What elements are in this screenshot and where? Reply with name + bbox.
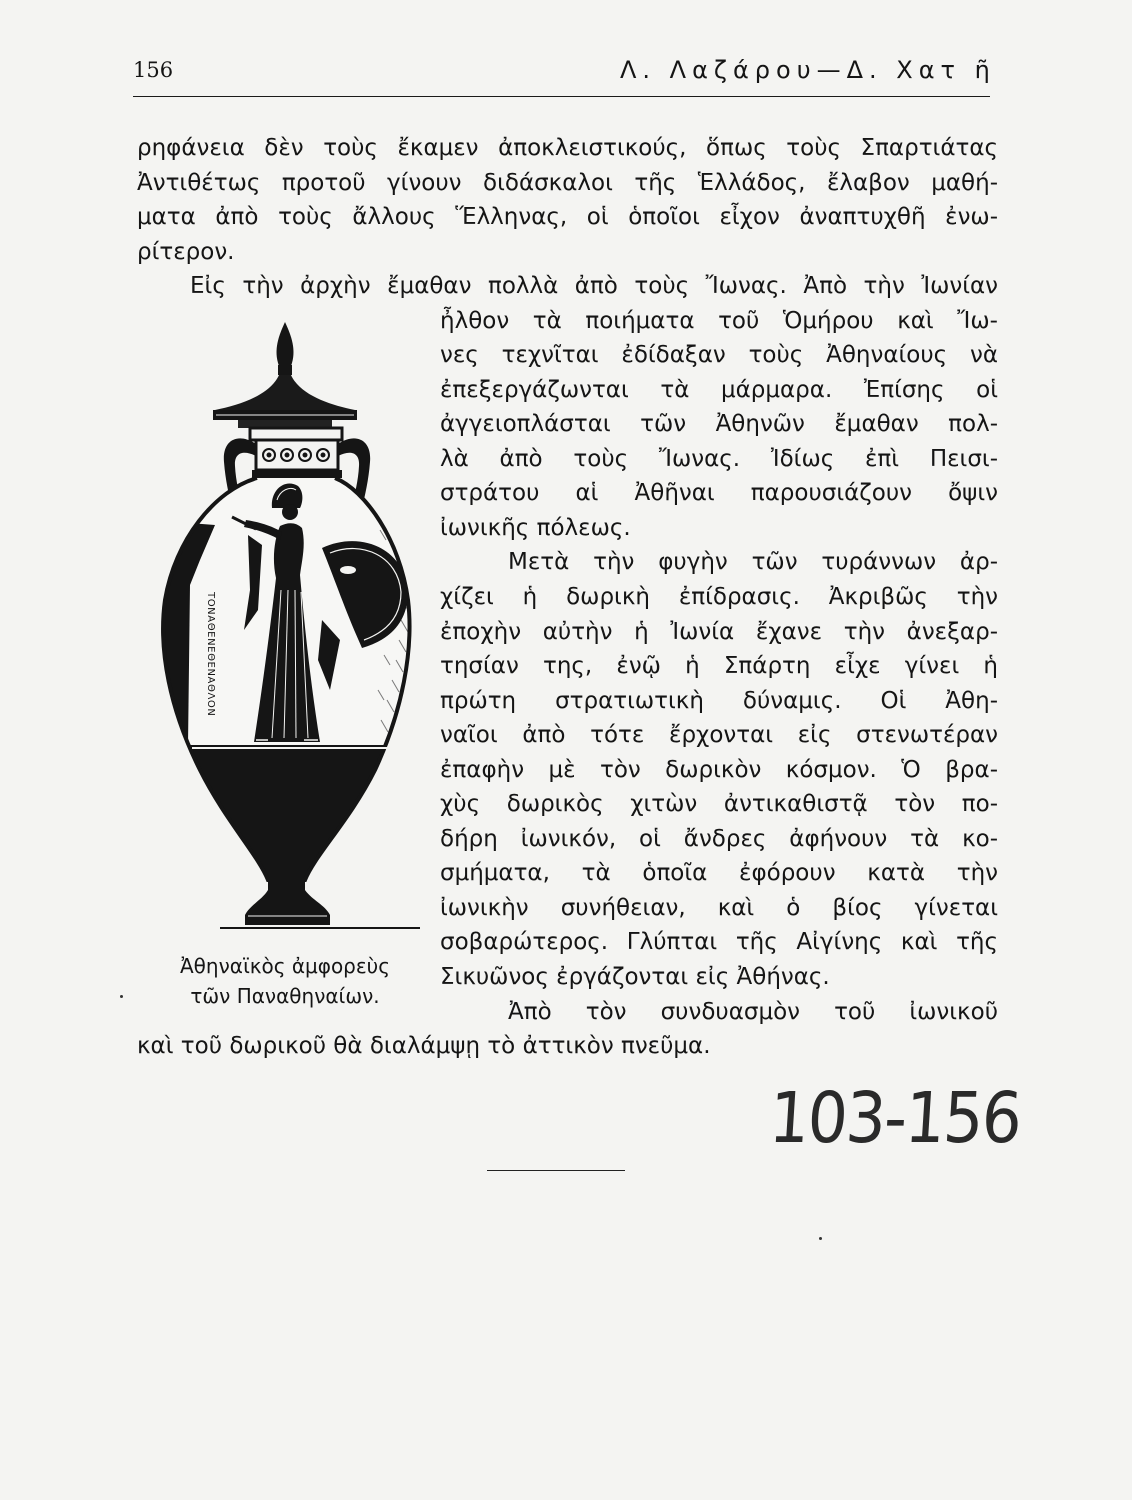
text-line: καὶ τοῦ δωρικοῦ θὰ διαλάμψῃ τὸ ἀττικὸν πνεῦμα. (137, 1033, 711, 1060)
text-line: ρίτερον. (137, 238, 235, 265)
text-line: ρηφάνεια δὲν τοὺς ἔκαμεν ἀποκλειστικούς, ὅπως τοὺς Σπαρτιάτας (137, 135, 998, 161)
text-line: σοβαρώτερος. Γλύπται τῆς Αἰγίνης καὶ τῆς (440, 929, 998, 956)
text-line: Μετὰ τὴν φυγὴν τῶν τυράννων ἀρ- (508, 549, 998, 576)
text-line: ἰωνικὴν συνήθειαν, καὶ ὁ βίος γίνεται (440, 894, 998, 921)
text-line: ἐπεξεργάζωνται τὰ μάρμαρα. Ἐπίσης οἱ (440, 376, 998, 403)
vase-inscription: ΤΟΝΑΘΕΝΕΘΕΝΑΘΛΟΝ (205, 592, 216, 717)
text-line: λὰ ἀπὸ τοὺς Ἴωνας. Ἰδίως ἐπὶ Πεισι- (440, 445, 998, 472)
vase-lid (213, 322, 357, 428)
text-line: ἰωνικῆς πόλεως. (440, 514, 631, 541)
text-line: Ἀντιθέτως προτοῦ γίνουν διδάσκαλοι τῆς Ἑλλάδος, ἔλαβον μαθή- (137, 169, 998, 196)
figure-caption-line2: τῶν Παναθηναίων. (190, 984, 380, 1008)
neck-ring (252, 470, 342, 478)
shield-device (340, 566, 356, 574)
text-line: στράτου αἱ Ἀθῆναι παρουσιάζουν ὄψιν (440, 480, 998, 507)
neck-lip (250, 428, 342, 440)
text-line: ἦλθον τὰ ποιήματα τοῦ Ὁμήρου καὶ Ἴω- (440, 307, 998, 334)
athena-head (282, 504, 298, 520)
text-line: χὺς δωρικὸς χιτὼν ἀντικαθιστᾷ τὸν πο- (440, 791, 998, 818)
text-line: Ἀπὸ τὸν συνδυασμὸν τοῦ ἰωνικοῦ (508, 998, 998, 1025)
text-line: δήρη ἰωνικόν, οἱ ἄνδρες ἀφήνουν τὰ κο- (440, 825, 998, 852)
text-line: Σικυῶνος ἐργάζονται εἰς Ἀθήνας. (440, 963, 830, 990)
text-line: νες τεχνῖται ἐδίδαξαν τοὺς Ἀθηναίους νὰ (440, 342, 998, 369)
text-line: ἐπαφὴν μὲ τὸν δωρικὸν κόσμον. Ὁ βρα- (440, 756, 998, 783)
amphora-illustration (150, 315, 440, 940)
vase-foot (220, 878, 420, 928)
text-line: πρώτη στρατιωτικὴ δύναμις. Οἱ Ἀθη- (440, 687, 998, 714)
text-line: τησίαν της, ἐνῷ ἡ Σπάρτη εἶχε γίνει ἡ (440, 653, 998, 680)
lid-ring (278, 365, 292, 375)
text-line: ναῖοι ἀπὸ τότε ἔρχονται εἰς στενωτέραν (440, 722, 998, 749)
header-rule (133, 96, 990, 97)
ink-speck (120, 995, 123, 998)
text-line: Εἰς τὴν ἀρχὴν ἔμαθαν πολλὰ ἀπὸ τοὺς Ἴωνας. Ἀπὸ τὴν Ἰωνίαν (190, 273, 998, 300)
text-line: ματα ἀπὸ τοὺς ἄλλους Ἕλληνας, οἱ ὁποῖοι εἶχον ἀναπτυχθῆ ἐνω- (137, 204, 998, 231)
running-title: Λ. Λαζάρου—Δ. Χατ ῆ (620, 56, 996, 84)
lid-finial (277, 322, 294, 366)
ink-speck (819, 1237, 822, 1240)
text-line: χίζει ἡ δωρικὴ ἐπίδρασις. Ἀκριβῶς τὴν (440, 584, 998, 611)
page-number: 156 (133, 58, 174, 82)
text-line: ἀγγειοπλάσται τῶν Ἀθηνῶν ἔμαθαν πολ- (440, 411, 998, 438)
text-line: ἐποχὴν αὐτὴν ἡ Ἰωνία ἔχανε τὴν ἀνεξαρ- (440, 618, 998, 645)
text-line: σμήματα, τὰ ὁποῖα ἐφόρουν κατὰ τὴν (440, 860, 998, 887)
section-end-rule (487, 1170, 625, 1171)
handwritten-annotation: 103-156 (766, 1077, 1023, 1159)
lid-cone (215, 375, 355, 410)
figure-caption-line1: Ἀθηναϊκὸς ἀμφορεὺς (180, 954, 390, 978)
vase-neck (250, 428, 342, 478)
